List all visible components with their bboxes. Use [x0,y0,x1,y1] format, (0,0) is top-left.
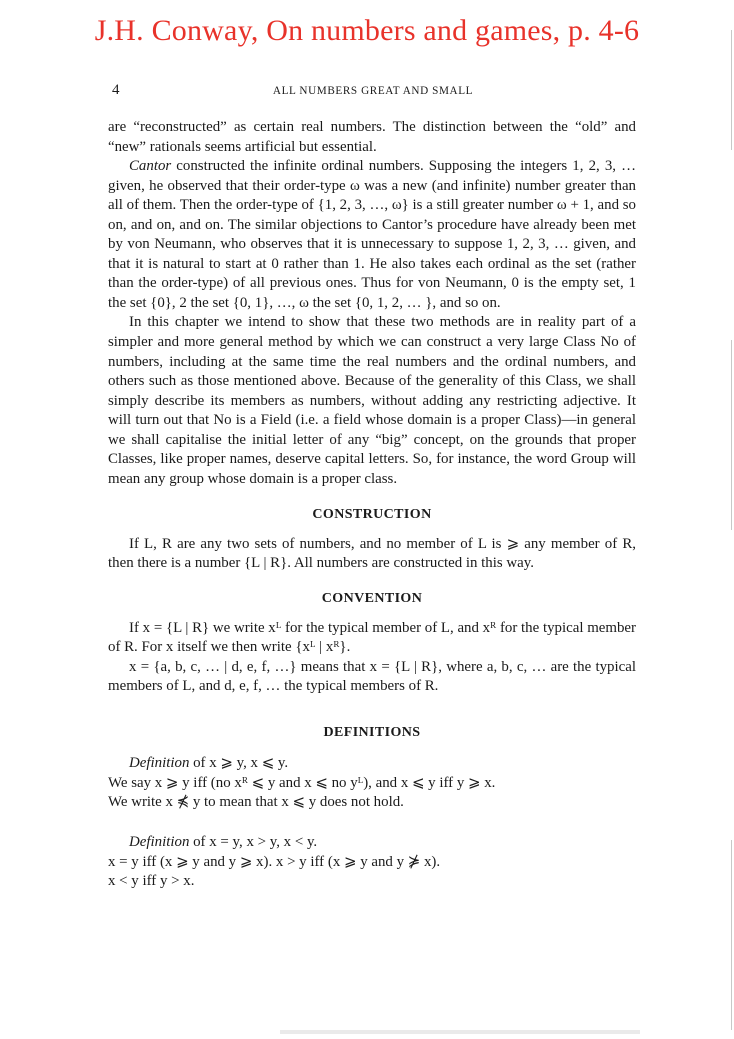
definition-1-line-2: We write x ⋠ y to mean that x ⩽ y does not hold. [108,794,404,811]
document-title-banner: J.H. Conway, On numbers and games, p. 4-6 [94,14,640,47]
running-title: ALL NUMBERS GREAT AND SMALL [272,85,474,97]
definitions-heading: DEFINITIONS [323,724,421,740]
definition-2-line-2: x < y iff y > x. [108,873,195,890]
scan-edge-line-upper [731,30,732,150]
running-header [108,82,638,102]
scan-edge-line-middle [731,340,732,530]
construction-heading: CONSTRUCTION [312,507,432,523]
definition-2-title [108,833,636,853]
definition-1-subject: of x ⩾ y, x ⩽ y. [189,755,289,772]
definition-1-title [108,754,636,774]
definition-2-line-1: x = y iff (x ⩾ y and y ⩾ x). x > y iff (x ⩾ y and y ⋡ x). [108,853,441,870]
paragraph-2 [108,157,636,313]
cantor-name: Cantor [129,158,172,175]
convention-heading: CONVENTION [321,591,423,607]
scan-edge-line-lower [731,840,732,1030]
page-body [108,118,636,892]
page-number: 4 [112,82,120,98]
definition-1-line-1: We say x ⩾ y iff (no xᴿ ⩽ y and x ⩽ no yᴸ), and x ⩽ y iff y ⩾ x. [108,774,496,791]
paragraph-2-text: constructed the infinite ordinal numbers. Supposing the integers 1, 2, 3, … given, he observed that their order-type ω was a new (and infinite) number greater than all of them. Then the order-type of {1, 2, 3, …, ω} is a still greater number ω + 1, and so on, and on, and on. The similar objections to Cantor’s procedure have already been met by von Neumann, who observes that it is unnecessary to suppose 1, 2, 3, … given, and that it is natural to start at 0 rather than 1. He also takes each ordinal as the set (rather than the order-type) of all previous ones. Thus for von Neumann, 0 is the empty set, 1 the set {0}, 2 the set {0, 1}, …, ω the set {0, 1, 2, … }, and so on. [108,158,636,311]
definition-2-label: Definition [129,833,190,850]
construction-text: If L, R are any two sets of numbers, and no member of L is ⩾ any member of R, then there is a number {L | R}. All numbers are constructed in this way. [108,535,636,572]
convention-line-2: x = {a, b, c, … | d, e, f, …} means that x = {L | R}, where a, b, c, … are the typical members of L, and d, e, f, … the typical members of R. [108,658,636,695]
definition-2-subject: of x = y, x > y, x < y. [189,833,318,850]
convention-line-1: If x = {L | R} we write xᴸ for the typical member of L, and xᴿ for the typical member of R. For x itself we then write {xᴸ | xᴿ}. [108,619,636,656]
scan-bottom-artifact [280,1030,640,1034]
definition-1-label: Definition [129,755,190,772]
paragraph-3: In this chapter we intend to show that these two methods are in reality part of a simpler and more general method by which we can construct a very large Class No of numbers, including at the same time the real numbers and the ordinal numbers, and others such as those mentioned above. Because of the generality of this Class, we shall simply describe its members as numbers, without adding any restricting adjective. It will turn out that No is a Field (i.e. a field whose domain is a proper Class)—in general we shall capitalise the initial letter of any “big” concept, on the grounds that proper Classes, like proper names, deserve capital letters. So, for instance, the word Group will mean any group whose domain is a proper class. [108,314,636,487]
paragraph-1: are “reconstructed” as certain real numbers. The distinction between the “old” and “new” rationals seems artificial but essential. [108,119,636,155]
